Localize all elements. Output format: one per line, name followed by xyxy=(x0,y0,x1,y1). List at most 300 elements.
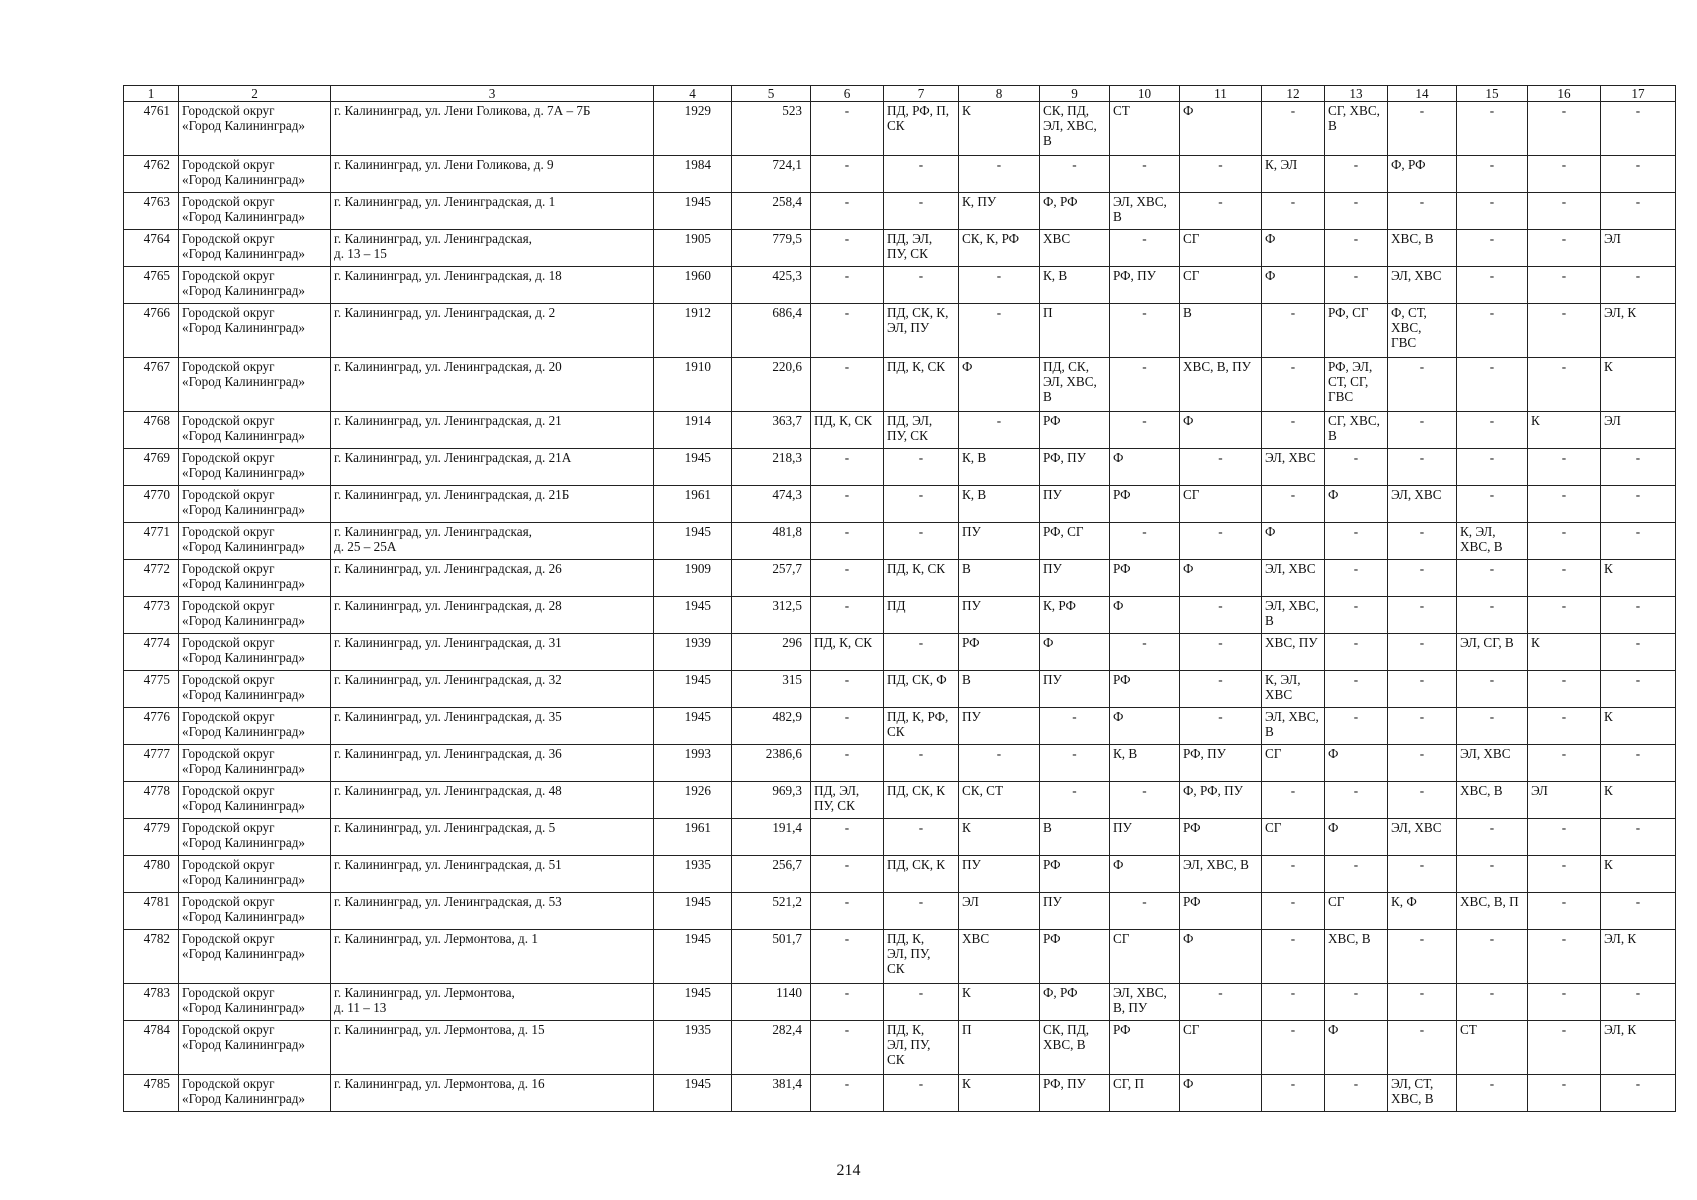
table-cell: Городской округ «Город Калининград» xyxy=(179,782,331,819)
table-cell: - xyxy=(884,267,959,304)
table-cell: К xyxy=(1601,708,1676,745)
table-cell: - xyxy=(884,634,959,671)
table-cell: 1945 xyxy=(654,1075,732,1112)
table-cell: 4779 xyxy=(124,819,179,856)
table-cell: - xyxy=(1110,893,1180,930)
table-cell: г. Калининград, ул. Лермонтова, д. 16 xyxy=(331,1075,654,1112)
table-cell: - xyxy=(1601,671,1676,708)
table-cell: 258,4 xyxy=(732,193,811,230)
table-cell: П xyxy=(959,1021,1040,1075)
table-row xyxy=(124,449,1676,486)
table-cell: - xyxy=(811,856,884,893)
table-cell: - xyxy=(959,412,1040,449)
table-cell: Городской округ «Город Калининград» xyxy=(179,267,331,304)
table-cell: - xyxy=(1528,486,1601,523)
table-cell: Ф, СТ, ХВС, ГВС xyxy=(1388,304,1457,358)
table-cell: - xyxy=(1388,102,1457,156)
table-row xyxy=(124,156,1676,193)
table-cell: К, В xyxy=(1040,267,1110,304)
table-cell: - xyxy=(1528,708,1601,745)
table-cell: ЭЛ, ХВС xyxy=(1388,267,1457,304)
table-cell: 2386,6 xyxy=(732,745,811,782)
table-cell: ЭЛ xyxy=(1528,782,1601,819)
table-cell: Городской округ «Город Калининград» xyxy=(179,1075,331,1112)
table-cell: г. Калининград, ул. Лермонтова, д. 15 xyxy=(331,1021,654,1075)
table-cell: К, ПУ xyxy=(959,193,1040,230)
table-cell: 969,3 xyxy=(732,782,811,819)
table-cell: - xyxy=(1325,597,1388,634)
table-cell: 1945 xyxy=(654,193,732,230)
table-cell: К xyxy=(1601,560,1676,597)
table-cell: 4772 xyxy=(124,560,179,597)
table-cell: - xyxy=(1528,449,1601,486)
table-cell: ПД, ЭЛ, ПУ, СК xyxy=(884,412,959,449)
table-cell: Ф xyxy=(1180,560,1262,597)
table-cell: - xyxy=(959,267,1040,304)
table-cell: РФ xyxy=(1180,893,1262,930)
table-cell: - xyxy=(1040,156,1110,193)
table-cell: Ф xyxy=(1110,449,1180,486)
table-cell: Городской округ «Город Калининград» xyxy=(179,984,331,1021)
table-cell: - xyxy=(1325,560,1388,597)
table-cell: - xyxy=(811,1075,884,1112)
table-cell: 474,3 xyxy=(732,486,811,523)
table-cell: ПУ xyxy=(1040,671,1110,708)
table-cell: 4771 xyxy=(124,523,179,560)
table-cell: Ф xyxy=(1262,523,1325,560)
table-cell: СГ, П xyxy=(1110,1075,1180,1112)
table-cell: К xyxy=(959,1075,1040,1112)
table-cell: г. Калининград, ул. Ленинградская, д. 13 – 15 xyxy=(331,230,654,267)
table-cell: - xyxy=(1325,671,1388,708)
table-cell: - xyxy=(1262,782,1325,819)
table-cell: К, ЭЛ, ХВС, В xyxy=(1457,523,1528,560)
table-cell: - xyxy=(1528,671,1601,708)
table-cell: К xyxy=(959,819,1040,856)
table-cell: ПД, К, СК xyxy=(811,412,884,449)
table-cell: - xyxy=(1528,156,1601,193)
table-cell: СТ xyxy=(1457,1021,1528,1075)
table-cell: 363,7 xyxy=(732,412,811,449)
table-cell: ЭЛ xyxy=(959,893,1040,930)
table-cell: - xyxy=(1180,671,1262,708)
table-cell: 4784 xyxy=(124,1021,179,1075)
table-cell: К xyxy=(1601,782,1676,819)
table-cell: - xyxy=(811,358,884,412)
table-cell: - xyxy=(1388,597,1457,634)
table-cell: 521,2 xyxy=(732,893,811,930)
table-cell: Городской округ «Город Калининград» xyxy=(179,102,331,156)
table-cell: К, В xyxy=(1110,745,1180,782)
table-cell: г. Калининград, ул. Лени Голикова, д. 9 xyxy=(331,156,654,193)
table-cell: К xyxy=(959,102,1040,156)
table-cell: - xyxy=(811,984,884,1021)
table-cell: - xyxy=(811,193,884,230)
table-cell: 312,5 xyxy=(732,597,811,634)
table-cell: ЭЛ, К xyxy=(1601,1021,1676,1075)
table-cell: - xyxy=(1180,634,1262,671)
table-cell: Городской округ «Город Калининград» xyxy=(179,193,331,230)
table-cell: - xyxy=(1325,634,1388,671)
table-cell: - xyxy=(1457,708,1528,745)
table-row xyxy=(124,267,1676,304)
table-cell: г. Калининград, ул. Ленинградская, д. 28 xyxy=(331,597,654,634)
table-cell: 1945 xyxy=(654,671,732,708)
table-cell: ПД, СК, К xyxy=(884,782,959,819)
table-row xyxy=(124,560,1676,597)
table-cell: 425,3 xyxy=(732,267,811,304)
table-cell: ПУ xyxy=(959,597,1040,634)
table-cell: Городской округ «Город Калининград» xyxy=(179,819,331,856)
table-cell: СГ xyxy=(1180,486,1262,523)
table-cell: - xyxy=(1388,782,1457,819)
table-cell: 1905 xyxy=(654,230,732,267)
table-cell: ЭЛ, СТ, ХВС, В xyxy=(1388,1075,1457,1112)
table-cell: ЭЛ, ХВС xyxy=(1388,486,1457,523)
table-row xyxy=(124,1021,1676,1075)
table-cell: РФ, ПУ xyxy=(1040,1075,1110,1112)
table-cell: - xyxy=(1388,560,1457,597)
table-cell: - xyxy=(811,745,884,782)
column-header: 13 xyxy=(1325,86,1388,102)
table-cell: - xyxy=(884,523,959,560)
table-cell: ЭЛ, ХВС xyxy=(1262,560,1325,597)
table-cell: - xyxy=(1457,560,1528,597)
table-cell: - xyxy=(811,1021,884,1075)
table-cell: - xyxy=(1388,523,1457,560)
table-cell: 315 xyxy=(732,671,811,708)
table-cell: - xyxy=(811,523,884,560)
table-cell: - xyxy=(1110,156,1180,193)
table-cell: ХВС, В xyxy=(1388,230,1457,267)
table-cell: П xyxy=(1040,304,1110,358)
table-cell: Ф xyxy=(1180,930,1262,984)
table-cell: Городской округ «Город Калининград» xyxy=(179,1021,331,1075)
table-cell: - xyxy=(1601,193,1676,230)
table-cell: ЭЛ, ХВС, В xyxy=(1180,856,1262,893)
table-cell: - xyxy=(1388,671,1457,708)
table-cell: 4781 xyxy=(124,893,179,930)
table-cell: - xyxy=(1528,560,1601,597)
table-row xyxy=(124,856,1676,893)
table-cell: 4766 xyxy=(124,304,179,358)
table-cell: - xyxy=(1388,1021,1457,1075)
column-header: 6 xyxy=(811,86,884,102)
table-cell: РФ xyxy=(1040,856,1110,893)
table-cell: г. Калининград, ул. Ленинградская, д. 5 xyxy=(331,819,654,856)
table-cell: 1939 xyxy=(654,634,732,671)
table-row xyxy=(124,412,1676,449)
table-cell: ПД, ЭЛ, ПУ, СК xyxy=(811,782,884,819)
table-cell: ПД, К, СК xyxy=(884,560,959,597)
table-cell: - xyxy=(811,930,884,984)
table-cell: - xyxy=(884,449,959,486)
table-row xyxy=(124,893,1676,930)
table-cell: - xyxy=(1528,893,1601,930)
table-cell: - xyxy=(1262,930,1325,984)
table-cell: Городской округ «Город Калининград» xyxy=(179,597,331,634)
table-cell: В xyxy=(1040,819,1110,856)
table-cell: 1912 xyxy=(654,304,732,358)
table-cell: Ф xyxy=(1110,597,1180,634)
table-cell: 686,4 xyxy=(732,304,811,358)
table-cell: ХВС, В xyxy=(1325,930,1388,984)
table-cell: ХВС xyxy=(1040,230,1110,267)
table-cell: РФ xyxy=(959,634,1040,671)
table-cell: Ф, РФ xyxy=(1388,156,1457,193)
table-cell: СГ xyxy=(1110,930,1180,984)
table-cell: г. Калининград, ул. Ленинградская, д. 35 xyxy=(331,708,654,745)
table-cell: ПУ xyxy=(1110,819,1180,856)
table-cell: г. Калининград, ул. Лермонтова, д. 11 – 13 xyxy=(331,984,654,1021)
table-cell: ЭЛ xyxy=(1601,230,1676,267)
table-cell: Городской округ «Город Калининград» xyxy=(179,930,331,984)
table-cell: - xyxy=(1110,523,1180,560)
table-cell: 1960 xyxy=(654,267,732,304)
table-cell: - xyxy=(1388,984,1457,1021)
table-cell: 1945 xyxy=(654,708,732,745)
table-cell: РФ, СГ xyxy=(1040,523,1110,560)
table-cell: ПД, К, РФ, СК xyxy=(884,708,959,745)
table-cell: К, В xyxy=(959,449,1040,486)
table-cell: 4773 xyxy=(124,597,179,634)
table-cell: - xyxy=(1388,449,1457,486)
table-cell: ПД xyxy=(884,597,959,634)
table-cell: - xyxy=(811,156,884,193)
table-row xyxy=(124,230,1676,267)
table-cell: - xyxy=(1262,893,1325,930)
table-cell: г. Калининград, ул. Ленинградская, д. 26 xyxy=(331,560,654,597)
table-cell: г. Калининград, ул. Ленинградская, д. 21 xyxy=(331,412,654,449)
table-cell: 4769 xyxy=(124,449,179,486)
table-cell: 1961 xyxy=(654,819,732,856)
table-row xyxy=(124,193,1676,230)
table-cell: ПУ xyxy=(1040,560,1110,597)
table-cell: 4775 xyxy=(124,671,179,708)
table-row xyxy=(124,304,1676,358)
table-cell: 220,6 xyxy=(732,358,811,412)
table-cell: - xyxy=(1457,412,1528,449)
table-cell: РФ xyxy=(1180,819,1262,856)
table-cell: - xyxy=(1325,156,1388,193)
table-cell: ЭЛ, СГ, В xyxy=(1457,634,1528,671)
table-cell: К, Ф xyxy=(1388,893,1457,930)
table-cell: - xyxy=(1325,984,1388,1021)
column-header: 3 xyxy=(331,86,654,102)
table-cell: ЭЛ, ХВС xyxy=(1457,745,1528,782)
table-cell: ПД, СК, К xyxy=(884,856,959,893)
table-cell: - xyxy=(1180,449,1262,486)
table-cell: - xyxy=(1262,358,1325,412)
table-cell: К xyxy=(1601,358,1676,412)
column-header: 5 xyxy=(732,86,811,102)
table-cell: - xyxy=(1528,267,1601,304)
column-header: 4 xyxy=(654,86,732,102)
table-cell: К, РФ xyxy=(1040,597,1110,634)
table-cell: К, ЭЛ, ХВС xyxy=(1262,671,1325,708)
table-cell: - xyxy=(1601,819,1676,856)
table-row xyxy=(124,358,1676,412)
table-cell: 1910 xyxy=(654,358,732,412)
table-cell: - xyxy=(1110,304,1180,358)
table-cell: ЭЛ, ХВС xyxy=(1262,449,1325,486)
table-cell: 4768 xyxy=(124,412,179,449)
table-cell: Ф xyxy=(1180,1075,1262,1112)
table-cell: ХВС xyxy=(959,930,1040,984)
table-cell: 4785 xyxy=(124,1075,179,1112)
table-cell: Городской округ «Город Калининград» xyxy=(179,449,331,486)
table-row xyxy=(124,486,1676,523)
table-cell: ПУ xyxy=(959,708,1040,745)
table-cell: 4783 xyxy=(124,984,179,1021)
table-cell: Ф xyxy=(1180,102,1262,156)
table-cell: Городской округ «Город Калининград» xyxy=(179,745,331,782)
table-cell: - xyxy=(1528,230,1601,267)
table-cell: - xyxy=(811,304,884,358)
table-cell: 256,7 xyxy=(732,856,811,893)
table-cell: - xyxy=(1262,412,1325,449)
table-cell: - xyxy=(1180,708,1262,745)
table-cell: - xyxy=(811,267,884,304)
table-cell: - xyxy=(1388,745,1457,782)
table-cell: 381,4 xyxy=(732,1075,811,1112)
table-cell: 1984 xyxy=(654,156,732,193)
table-cell: ЭЛ, ХВС, В, ПУ xyxy=(1110,984,1180,1021)
table-cell: 4770 xyxy=(124,486,179,523)
table-cell: - xyxy=(1388,708,1457,745)
table-cell: 724,1 xyxy=(732,156,811,193)
table-cell: - xyxy=(1457,597,1528,634)
table-cell: - xyxy=(1457,358,1528,412)
table-cell: - xyxy=(884,745,959,782)
table-cell: - xyxy=(1325,856,1388,893)
table-cell: Городской округ «Город Калининград» xyxy=(179,708,331,745)
table-row xyxy=(124,984,1676,1021)
table-cell: - xyxy=(1601,1075,1676,1112)
table-row xyxy=(124,634,1676,671)
table-cell: ЭЛ xyxy=(1601,412,1676,449)
table-cell: - xyxy=(1528,193,1601,230)
table-cell: 296 xyxy=(732,634,811,671)
table-cell: - xyxy=(1457,102,1528,156)
table-cell: Городской округ «Город Калининград» xyxy=(179,523,331,560)
table-cell: - xyxy=(1528,930,1601,984)
table-cell: 501,7 xyxy=(732,930,811,984)
table-cell: 4776 xyxy=(124,708,179,745)
table-cell: г. Калининград, ул. Ленинградская, д. 48 xyxy=(331,782,654,819)
table-cell: ПУ xyxy=(1040,486,1110,523)
table-cell: СГ xyxy=(1180,230,1262,267)
table-cell: - xyxy=(1601,523,1676,560)
table-cell: Городской округ «Город Калининград» xyxy=(179,358,331,412)
table-cell: - xyxy=(1388,634,1457,671)
table-cell: - xyxy=(1457,193,1528,230)
table-cell: - xyxy=(1601,486,1676,523)
table-cell: - xyxy=(1388,930,1457,984)
table-cell: СК, ПД, ХВС, В xyxy=(1040,1021,1110,1075)
table-cell: РФ, ПУ xyxy=(1180,745,1262,782)
table-cell: - xyxy=(1325,267,1388,304)
column-header: 16 xyxy=(1528,86,1601,102)
table-cell: 4761 xyxy=(124,102,179,156)
table-cell: СГ xyxy=(1180,267,1262,304)
table-cell: - xyxy=(811,102,884,156)
table-cell: Городской округ «Город Калининград» xyxy=(179,560,331,597)
table-cell: г. Калининград, ул. Лермонтова, д. 1 xyxy=(331,930,654,984)
table-cell: - xyxy=(884,486,959,523)
table-row xyxy=(124,523,1676,560)
table-cell: 4782 xyxy=(124,930,179,984)
table-cell: Ф xyxy=(1040,634,1110,671)
table-cell: Ф xyxy=(1110,856,1180,893)
column-header: 8 xyxy=(959,86,1040,102)
table-cell: К, ЭЛ xyxy=(1262,156,1325,193)
table-cell: 1140 xyxy=(732,984,811,1021)
table-cell: 779,5 xyxy=(732,230,811,267)
table-cell: К, В xyxy=(959,486,1040,523)
table-cell: СГ, ХВС, В xyxy=(1325,102,1388,156)
table-cell: г. Калининград, ул. Ленинградская, д. 32 xyxy=(331,671,654,708)
table-cell: К xyxy=(1528,412,1601,449)
table-cell: - xyxy=(1601,745,1676,782)
table-cell: СГ xyxy=(1325,893,1388,930)
table-cell: г. Калининград, ул. Ленинградская, д. 20 xyxy=(331,358,654,412)
table-cell: Ф xyxy=(1180,412,1262,449)
table-cell: - xyxy=(1528,523,1601,560)
table-cell: - xyxy=(1262,304,1325,358)
table-cell: ХВС, В, ПУ xyxy=(1180,358,1262,412)
table-cell: РФ xyxy=(1110,486,1180,523)
table-cell: 481,8 xyxy=(732,523,811,560)
table-cell: 4778 xyxy=(124,782,179,819)
table-cell: - xyxy=(1601,984,1676,1021)
table-cell: 1945 xyxy=(654,984,732,1021)
column-header: 9 xyxy=(1040,86,1110,102)
table-cell: ПД, СК, ЭЛ, ХВС, В xyxy=(1040,358,1110,412)
table-cell: - xyxy=(1262,1021,1325,1075)
table-cell: - xyxy=(884,893,959,930)
table-row xyxy=(124,102,1676,156)
table-cell: - xyxy=(1325,523,1388,560)
table-cell: - xyxy=(1262,1075,1325,1112)
table-cell: - xyxy=(1528,102,1601,156)
table-cell: - xyxy=(1180,597,1262,634)
table-cell: ПД, СК, Ф xyxy=(884,671,959,708)
table-cell: 1945 xyxy=(654,893,732,930)
table-cell: К xyxy=(1528,634,1601,671)
table-cell: - xyxy=(811,230,884,267)
table-cell: 1961 xyxy=(654,486,732,523)
table-cell: - xyxy=(1457,984,1528,1021)
table-cell: - xyxy=(884,984,959,1021)
table-cell: СК, СТ xyxy=(959,782,1040,819)
table-cell: - xyxy=(1110,230,1180,267)
table-cell: г. Калининград, ул. Ленинградская, д. 18 xyxy=(331,267,654,304)
table-cell: ПД, РФ, П, СК xyxy=(884,102,959,156)
table-cell: 482,9 xyxy=(732,708,811,745)
table-cell: - xyxy=(1601,597,1676,634)
table-cell: 1993 xyxy=(654,745,732,782)
table-cell: Ф, РФ, ПУ xyxy=(1180,782,1262,819)
table-cell: г. Калининград, ул. Ленинградская, д. 53 xyxy=(331,893,654,930)
table-cell: - xyxy=(1180,984,1262,1021)
table-cell: - xyxy=(811,819,884,856)
table-cell: г. Калининград, ул. Ленинградская, д. 21А xyxy=(331,449,654,486)
table-cell: 1935 xyxy=(654,1021,732,1075)
table-cell: - xyxy=(811,560,884,597)
table-cell: - xyxy=(1457,486,1528,523)
table-cell: Городской округ «Город Калининград» xyxy=(179,671,331,708)
